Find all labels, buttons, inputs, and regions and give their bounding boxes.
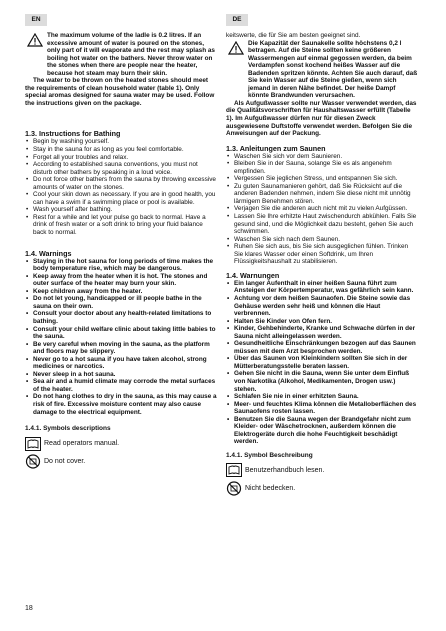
no-cover-icon [25,454,41,469]
instructions-list-de [226,153,418,266]
list-item: • Keep children away from the heater. [25,288,217,296]
list-item: • Do not hang clothes to dry in the sauna, as this may cause a risk of fire. Excessive moisture content may also cause damage to the electrical equipment. [25,393,217,416]
list-item: • Be very careful when moving in the sauna, as the platform and floors may be slippery. [25,341,217,356]
warning-triangle-icon [228,41,244,55]
instructions-heading: 1.3. Instructions for Bathing [25,129,121,139]
list-item: • Kinder, Gehbehinderte, Kranke und Schwache dürfen in der Sauna nicht alleingelassen werden. [226,325,418,340]
ladle-warning-text: The maximum volume of the ladle is 0.2 litres. If an excessive amount of water is poured on the stones, only part of it will evaporate and the rest may splash as boiling hot water on the bathers. Never throw water on the stones when there are people near the heater, because hot steam may burn their skin. [47,32,215,77]
list-item: • Wash yourself after bathing. [25,206,217,214]
ladle-warning-de [226,40,418,100]
list-item: • Forget all your troubles and relax. [25,154,217,162]
page-number: 18 [25,605,33,612]
list-item: • Consult your child welfare clinic about taking little babies to the sauna. [25,326,217,341]
list-item: • Do not force other bathers from the sauna by throwing excessive amounts of water on the stones. [25,176,217,191]
list-item: • Verjagen Sie die anderen auch nicht mit zu vielen Aufgüssen. [226,205,418,213]
instructions-heading-de: 1.3. Anleitungen zum Saunen [226,143,326,153]
list-item: • Waschen Sie sich nach dem Saunen. [226,236,418,244]
list-item: • Halten Sie Kinder von Ofen fern. [226,318,418,326]
symbol-read-label: Read operators manual. [44,439,120,447]
list-item: • Vergessen Sie jeglichen Stress, und entspannen Sie sich. [226,175,418,183]
english-column [25,32,217,469]
ladle-warning [25,32,217,77]
list-item: • Do not let young, handicapped or ill people bathe in the sauna on their own. [25,295,217,310]
list-item: • Meer- und feuchtes Klima können die Metalloberflächen des Saunaofens rosten lassen. [226,401,418,416]
symbol-do-not-cover-de [226,481,418,496]
list-item: • Rest for a while and let your pulse go back to normal. Have a drink of fresh water or a soft drink to bring your fluid balance back to normal. [25,214,217,237]
intro-continued: keitswerte, die für Sie am besten geeignet sind. [226,32,361,39]
list-item: • Zu guten Saunamanieren gehört, daß Sie Rücksicht auf die anderen Badenden nehmen, indem Sie diese nicht mit unnötig lärmigem Benehmen stören. [226,183,418,206]
list-item: • Bleiben Sie in der Sauna, solange Sie es als angenehm empfinden. [226,160,418,175]
water-note: The water to be thrown on the heated stones should meet the requirements of clean household water (table 1). Only special aromas designed for sauna water may be used. Follow the instructions given on the package. [25,77,215,107]
symbols-heading: 1.4.1. Symbols descriptions [25,425,111,433]
instructions-list [25,138,217,236]
list-item: • Stay in the sauna for as long as you feel comfortable. [25,146,217,154]
language-tab-en: EN [25,14,47,26]
list-item: • Never go to a hot sauna if you have taken alcohol, strong medicines or narcotics. [25,356,217,371]
book-icon [226,463,242,478]
list-item: • Ruhen Sie sich aus, bis Sie sich ausgeglichen fühlen. Trinken Sie klares Wasser oder einen Softdrink, um Ihren Flüssigkeitshaushalt zu stabilisieren. [226,243,418,266]
symbol-nocover-label: Do not cover. [44,457,86,465]
language-tab-de: DE [226,14,248,26]
list-item: • Lassen Sie Ihre erhitzte Haut zwischendurch abkühlen. Falls Sie gesund sind, und die Möglichkeit dazu besteht, gehen Sie auch schwimmen. [226,213,418,236]
no-cover-icon [226,481,242,496]
list-item: • Begin by washing yourself. [25,138,217,146]
symbol-read-manual [25,436,217,451]
ladle-warning-text-de: Die Kapazität der Saunakelle sollte höchstens 0,2 l betragen. Auf die Steine sollten keine größeren Wassermengen auf einmal gegossen werden, da beim Verdampfen sonst kochend heißes Wasser auf die Badenden spritzen könnte. Achten Sie auch darauf, daß Sie kein Wasser auf die Steine gießen, wenn sich jemand in deren Nähe befindet. Der heiße Dampf könnte Brandwunden verursachen. [248,39,418,100]
warnings-list-de [226,280,418,446]
book-icon [25,436,41,451]
symbol-do-not-cover [25,454,217,469]
warnings-list [25,258,217,416]
list-item: • Ein langer Aufenthalt in einer heißen Sauna führt zum Ansteigen der Körpertemperatur, was gefährlich sein kann. [226,280,418,295]
list-item: • Cool your skin down as necessary. If you are in good health, you can have a swim if a swimming place or pool is available. [25,191,217,206]
list-item: • Achtung vor dem heißen Saunaofen. Die Steine sowie das Gehäuse werden sehr heiß und können die Haut verbrennen. [226,295,418,318]
list-item: • Über das Saunen von Kleinkindern sollten Sie sich in der Mütterberatungsstelle beraten lassen. [226,355,418,370]
symbols-heading-de: 1.4.1. Symbol Beschreibung [226,451,313,459]
water-note-de: Als Aufgußwasser sollte nur Wasser verwendet werden, das die Qualitätsvorschriften für Haushaltswasser erfüllt (Tabelle 1). Im Aufgußwasser dürfen nur für diesen Zweck ausgewiesene Duftstoffe verwendet werden. Befolgen Sie die Anweisungen auf der Packung. [226,99,417,138]
list-item: • Keep away from the heater when it is hot. The stones and outer surface of the heater may burn your skin. [25,273,217,288]
warnings-heading: 1.4. Warnings [25,248,72,258]
list-item: • Sea air and a humid climate may corrode the metal surfaces of the heater. [25,378,217,393]
symbol-read-label-de: Benutzerhandbuch lesen. [245,466,325,474]
list-item: • Benutzen Sie die Sauna wegen der Brandgefahr nicht zum Kleider- oder Wäschetrocknen, außerdem können die Elektrogeräte durch die hohe Feuchtigkeit beschädigt werden. [226,416,418,446]
list-item: • Gesundheitliche Einschränkungen bezogen auf das Saunen müssen mit dem Arzt besprochen werden. [226,340,418,355]
list-item: • Staying in the hot sauna for long periods of time makes the body temperature rise, which may be dangerous. [25,258,217,273]
list-item: • Schlafen Sie nie in einer erhitzten Sauna. [226,393,418,401]
warnings-heading-de: 1.4. Warnungen [226,270,280,280]
list-item: • Waschen Sie sich vor dem Saunieren. [226,153,418,161]
symbol-read-manual-de [226,463,418,478]
list-item: • According to established sauna conventions, you must not disturb other bathers by speaking in a loud voice. [25,161,217,176]
list-item: • Gehen Sie nicht in die Sauna, wenn Sie unter dem Einfluß von Narkotika (Alkohol, Medikamenten, Drogen usw.) stehen. [226,370,418,393]
warning-triangle-icon [27,33,43,47]
list-item: • Never sleep in a hot sauna. [25,371,217,379]
german-column [226,32,418,496]
list-item: • Consult your doctor about any health-related limitations to bathing. [25,310,217,325]
symbol-nocover-label-de: Nicht bedecken. [245,484,296,492]
